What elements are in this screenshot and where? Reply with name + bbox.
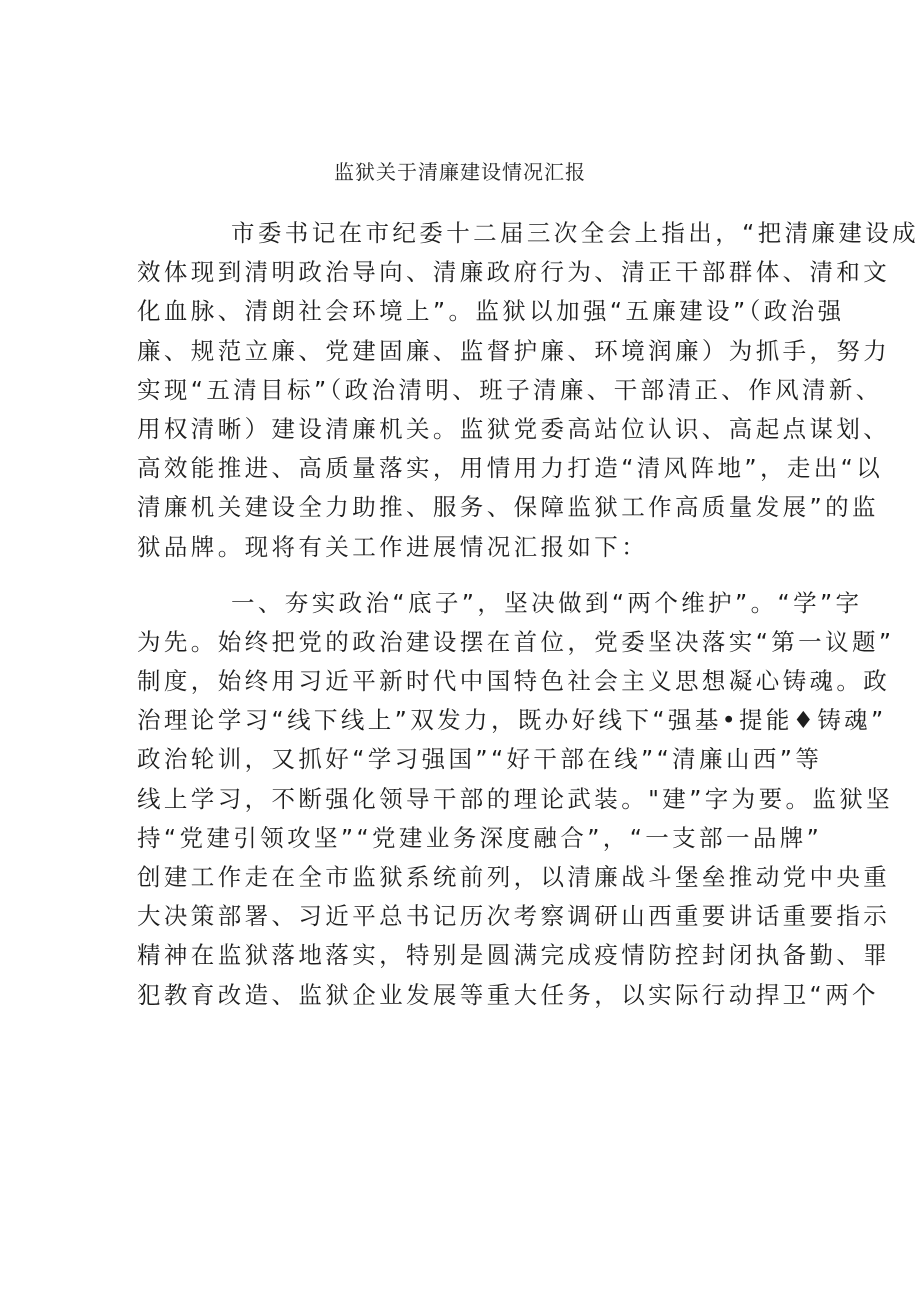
text-line: 制度，始终用习近平新时代中国特色社会主义思想凝心铸魂。政 <box>137 667 891 696</box>
text-line: 用权清晰）建设清廉机关。监狱党委高站位认识、高起点谋划、 <box>137 414 891 443</box>
text-line: 政治轮训，又抓好“学习强国”“好干部在线”“清廉山西”等 <box>137 745 823 774</box>
paragraph-intro <box>137 214 920 567</box>
text-line: 治理论学习“线下线上”双发力，既办好线下“强基•提能♦铸魂” <box>137 706 887 735</box>
document-title: 监狱关于清廉建设情况汇报 <box>334 160 586 184</box>
document-body <box>137 214 920 1015</box>
text-line: 清廉机关建设全力助推、服务、保障监狱工作高质量发展”的监 <box>137 493 879 522</box>
text-line: 创建工作走在全市监狱系统前列，以清廉战斗堡垒推动党中央重 <box>137 863 891 891</box>
paragraph-section-one <box>137 584 895 1015</box>
text-line: 持“党建引领攻坚”“党建业务深度融合”，“一支部一品牌” <box>137 823 823 852</box>
text-line: 市委书记在市纪委十二届三次全会上指出，“把清廉建设成 <box>231 219 920 247</box>
section-heading-line: 一、夯实政治“底子”，坚决做到“两个维护”。“学”字 <box>231 588 863 617</box>
text-line: 高效能推进、高质量落实，用情用力打造“清风阵地”，走出“以 <box>137 454 884 483</box>
text-line: 实现“五清目标”（政治清明、班子清廉、干部清正、作风清新、 <box>137 375 883 404</box>
text-line: 为先。始终把党的政治建设摆在首位，党委坚决落实“第一议题” <box>137 627 895 656</box>
text-line: 线上学习，不断强化领导干部的理论武装。"建”字为要。监狱坚 <box>137 784 894 813</box>
text-line: 狱品牌。现将有关工作进展情况汇报如下： <box>137 532 649 561</box>
text-line: 精神在监狱落地落实，特别是圆满完成疫情防控封闭执备勤、罪 <box>137 941 891 970</box>
text-line: 效体现到清明政治导向、清廉政府行为、清正干部群体、清和文 <box>137 258 891 287</box>
text-line: 化血脉、清朗社会环境上”。监狱以加强“五廉建设”（政治强 <box>137 297 845 326</box>
text-line: 廉、规范立廉、党建固廉、监督护廉、环境润廉）为抓手，努力 <box>137 336 891 365</box>
text-line: 大决策部署、习近平总书记历次考察调研山西重要讲话重要指示 <box>137 902 891 931</box>
text-line: 犯教育改造、监狱企业发展等重大任务，以实际行动捍卫“两个 <box>137 980 879 1009</box>
